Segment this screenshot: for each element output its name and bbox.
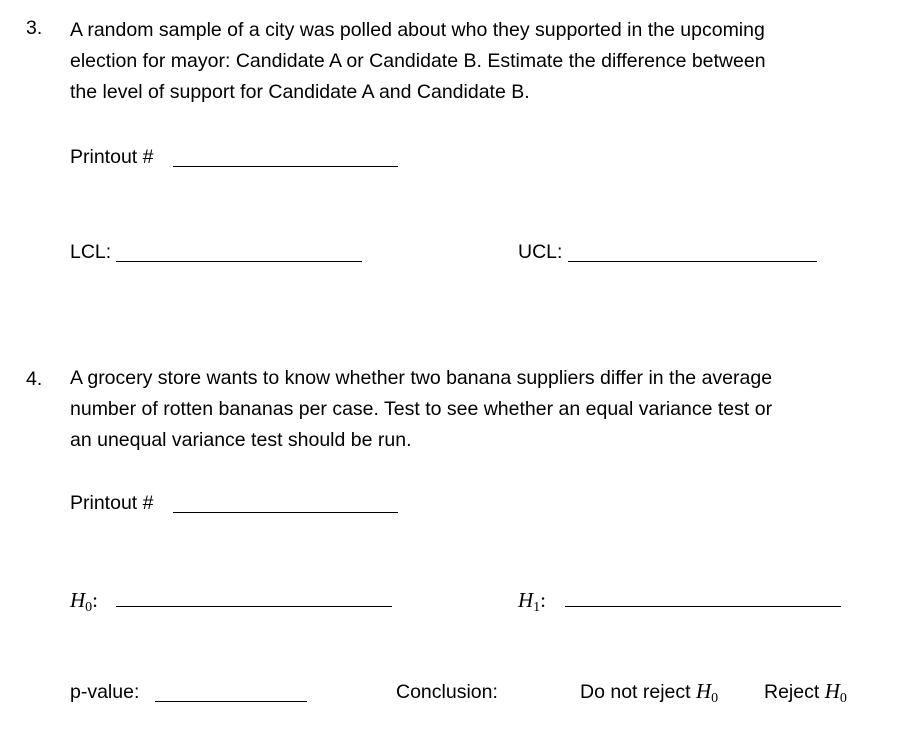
- option-reject-label: Reject: [764, 681, 820, 703]
- q3-ucl-label: UCL:: [518, 241, 563, 263]
- option-do-not-reject[interactable]: [580, 679, 718, 707]
- q3-printout-label: Printout #: [70, 146, 154, 168]
- q3-lcl-blank[interactable]: [116, 261, 362, 262]
- question-3-line: election for mayor: Candidate A or Candidate B. Estimate the difference between: [70, 50, 766, 72]
- question-3-number: 3.: [26, 17, 43, 39]
- question-4-line: number of rotten bananas per case. Test to see whether an equal variance test or: [70, 398, 773, 420]
- q4-h0-label: $H_0$:: [70, 588, 99, 615]
- q4-h1-blank[interactable]: [565, 606, 841, 607]
- question-4-text: [70, 363, 772, 456]
- option-reject[interactable]: [764, 679, 847, 707]
- q4-h1-label: $H_1$:: [518, 588, 547, 615]
- q4-pvalue-blank[interactable]: [155, 701, 307, 702]
- q3-printout-blank[interactable]: [173, 166, 398, 167]
- option-do-not-reject-symbol: $H_0$: [695, 679, 719, 706]
- q4-printout-label: Printout #: [70, 492, 154, 514]
- option-reject-symbol: $H_0$: [824, 679, 847, 706]
- question-3-line: A random sample of a city was polled about who they supported in the upcoming: [70, 19, 765, 41]
- q4-printout-blank[interactable]: [173, 512, 398, 513]
- question-4-line: A grocery store wants to know whether two banana suppliers differ in the average: [70, 367, 773, 389]
- q4-conclusion-label: Conclusion:: [396, 681, 498, 703]
- q3-lcl-label: LCL:: [70, 241, 112, 263]
- question-3-line: the level of support for Candidate A and Candidate B.: [70, 81, 530, 103]
- option-do-not-reject-label: Do not reject: [580, 681, 691, 703]
- question-4-number: 4.: [26, 368, 43, 390]
- q3-ucl-blank[interactable]: [568, 261, 817, 262]
- question-3-text: [70, 15, 766, 108]
- q4-pvalue-label: p-value:: [70, 681, 140, 703]
- question-4-line: an unequal variance test should be run.: [70, 429, 412, 451]
- q4-h0-blank[interactable]: [116, 606, 392, 607]
